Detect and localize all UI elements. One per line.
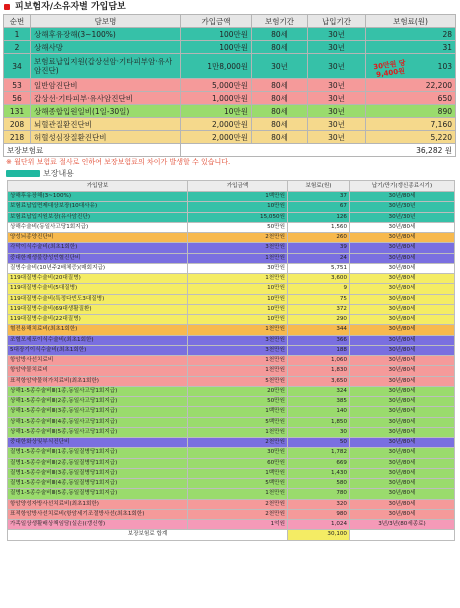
- coverage-cell-name: 가족일상생활배상책임담(실손)(갱신형): [8, 520, 188, 530]
- coverage-cell-amount: 5백만원: [188, 479, 288, 489]
- section-bullet-icon: [4, 4, 10, 10]
- summary-cell-amount: 2,000만원: [181, 131, 252, 144]
- summary-cell-period: 30년: [252, 54, 308, 79]
- coverage-cell-name: 혈전용해치료비(최초1회한): [8, 325, 188, 335]
- summary-cell-premium: 650: [366, 92, 456, 105]
- coverage-cell-premium: 1,430: [288, 468, 350, 478]
- coverage-cell-name: 질병1-5종수술비Ⅲ(1종,동일질병당1회지급): [8, 448, 188, 458]
- coverage-row: [8, 407, 455, 417]
- coverage-cell-term: 30년/30년: [350, 212, 455, 222]
- summary-cell-amount: 100만원: [181, 28, 252, 41]
- coverage-cell-amount: 1억원: [188, 520, 288, 530]
- coverage-cell-premium: 980: [288, 509, 350, 519]
- coverage-cell-name: 119대질병수술비(20대질병): [8, 274, 188, 284]
- coverage-cell-term: 30년/80세: [350, 386, 455, 396]
- col-coverage-amount: 가입금액: [188, 181, 288, 192]
- summary-cell-name: 뇌혈관질환진단비: [31, 118, 181, 131]
- summary-cell-period: 80세: [252, 92, 308, 105]
- coverage-cell-premium: 30: [288, 427, 350, 437]
- coverage-cell-amount: 10만원: [188, 315, 288, 325]
- coverage-cell-name: 양성뇌종양진단비: [8, 233, 188, 243]
- coverage-total-row: [8, 530, 455, 540]
- summary-row: [4, 79, 456, 92]
- coverage-row: [8, 294, 455, 304]
- coverage-cell-amount: 2천만원: [188, 509, 288, 519]
- coverage-cell-premium: 1,830: [288, 366, 350, 376]
- coverage-row: [8, 284, 455, 294]
- coverage-cell-name: 질병1-5종수술비Ⅲ(3종,동일질병당1회지급): [8, 468, 188, 478]
- coverage-cell-premium: 1,850: [288, 417, 350, 427]
- coverage-cell-term: 30년/80세: [350, 243, 455, 253]
- summary-total-row: [4, 144, 456, 157]
- handwritten-annotation: 30만원 당 9,400원: [372, 58, 407, 79]
- summary-cell-name: 보험료납입지원(갑상선암·기타피부암·유사암진단): [31, 54, 181, 79]
- coverage-cell-term: 30년/80세: [350, 397, 455, 407]
- coverage-cell-name: 119대질병수술비(5대질병): [8, 284, 188, 294]
- coverage-total-value: 30,100: [288, 530, 350, 540]
- summary-cell-no: 53: [4, 79, 31, 92]
- coverage-cell-amount: 1백만원: [188, 407, 288, 417]
- coverage-cell-name: 보험료납입면제대상보장(10대사유): [8, 202, 188, 212]
- coverage-cell-name: 중대한재생불량성빈혈진단비: [8, 253, 188, 263]
- coverage-cell-premium: 580: [288, 479, 350, 489]
- coverage-cell-premium: 3,650: [288, 376, 350, 386]
- coverage-cell-term: 30년/30년: [350, 202, 455, 212]
- coverage-cell-name: 중대한화상및부식진단비: [8, 438, 188, 448]
- coverage-cell-premium: 37: [288, 192, 350, 202]
- summary-cell-premium: 103: [366, 54, 456, 79]
- coverage-cell-amount: 50만원: [188, 397, 288, 407]
- summary-cell-name: 갑상선·기타피부·유사암진단비: [31, 92, 181, 105]
- coverage-row: [8, 397, 455, 407]
- coverage-cell-amount: 1천만원: [188, 274, 288, 284]
- coverage-cell-name: 상해1-5종수술비Ⅲ(3종,동일사고당1회지급): [8, 407, 188, 417]
- summary-cell-pay: 30년: [308, 41, 366, 54]
- coverage-cell-term: 30년/80세: [350, 315, 455, 325]
- highlight-mark: [6, 170, 40, 177]
- coverage-cell-premium: 5,751: [288, 263, 350, 273]
- coverage-cell-term: 30년/80세: [350, 345, 455, 355]
- summary-cell-amount: 1,000만원: [181, 92, 252, 105]
- summary-cell-no: 34: [4, 54, 31, 79]
- coverage-cell-name: 상해후유장해(3~100%): [8, 192, 188, 202]
- summary-cell-no: 218: [4, 131, 31, 144]
- coverage-row: [8, 427, 455, 437]
- col-pay: 납입기간: [308, 15, 366, 28]
- col-coverage-premium: 보험료(원): [288, 181, 350, 192]
- summary-cell-name: 일반암진단비: [31, 79, 181, 92]
- coverage-row: [8, 274, 455, 284]
- coverage-cell-amount: 1천만원: [188, 253, 288, 263]
- coverage-cell-amount: 2천만원: [188, 499, 288, 509]
- coverage-row: [8, 304, 455, 314]
- coverage-row: [8, 448, 455, 458]
- coverage-cell-premium: 50: [288, 438, 350, 448]
- summary-cell-no: 2: [4, 41, 31, 54]
- coverage-row: [8, 192, 455, 202]
- col-name: 담보명: [31, 15, 181, 28]
- coverage-cell-amount: 10만원: [188, 294, 288, 304]
- coverage-cell-amount: 30만원: [188, 263, 288, 273]
- summary-cell-name: 상해후유장해(3~100%): [31, 28, 181, 41]
- summary-cell-no: 131: [4, 105, 31, 118]
- summary-cell-pay: 30년: [308, 105, 366, 118]
- summary-row: [4, 105, 456, 118]
- summary-cell-period: 80세: [252, 79, 308, 92]
- coverage-total-blank: [350, 530, 455, 540]
- summary-cell-amount: 10만원: [181, 105, 252, 118]
- coverage-row: [8, 458, 455, 468]
- subscription-summary-table: [3, 14, 456, 157]
- coverage-cell-premium: 324: [288, 386, 350, 396]
- coverage-cell-premium: 372: [288, 304, 350, 314]
- coverage-cell-amount: 3천만원: [188, 345, 288, 355]
- coverage-cell-amount: 60만원: [188, 458, 288, 468]
- coverage-cell-amount: 20만원: [188, 386, 288, 396]
- coverage-cell-premium: 1,782: [288, 448, 350, 458]
- coverage-cell-amount: 5백만원: [188, 417, 288, 427]
- summary-cell-pay: 30년: [308, 118, 366, 131]
- coverage-cell-name: 각막이식수술비(최초1회한): [8, 243, 188, 253]
- coverage-cell-premium: 67: [288, 202, 350, 212]
- coverage-cell-term: 30년/80세: [350, 438, 455, 448]
- coverage-row: [8, 345, 455, 355]
- coverage-cell-term: 30년/80세: [350, 233, 455, 243]
- coverage-cell-name: 119대질병수술비(69대생활질환): [8, 304, 188, 314]
- coverage-cell-premium: 24: [288, 253, 350, 263]
- coverage-cell-amount: 50만원: [188, 222, 288, 232]
- coverage-cell-name: 표적항암약물허가치료비(최초1회한): [8, 376, 188, 386]
- coverage-cell-term: 30년/80세: [350, 448, 455, 458]
- coverage-cell-name: 조혈모세포이식수술비(최초1회한): [8, 335, 188, 345]
- coverage-cell-premium: 290: [288, 315, 350, 325]
- coverage-cell-name: 표적항암방사선치료비(항암세기조절방사선(최초1회한): [8, 509, 188, 519]
- summary-cell-name: 상해사망: [31, 41, 181, 54]
- summary-cell-period: 80세: [252, 131, 308, 144]
- coverage-row: [8, 489, 455, 499]
- coverage-cell-term: 30년/80세: [350, 325, 455, 335]
- col-coverage: 가입담보: [8, 181, 188, 192]
- coverage-cell-amount: 2천만원: [188, 233, 288, 243]
- coverage-row: [8, 233, 455, 243]
- coverage-cell-name: 항암방사선치료비: [8, 356, 188, 366]
- col-premium: 보험료(원): [366, 15, 456, 28]
- coverage-cell-name: 항암약물치료비: [8, 366, 188, 376]
- coverage-row: [8, 438, 455, 448]
- coverage-row: [8, 315, 455, 325]
- coverage-cell-term: 30년/80세: [350, 479, 455, 489]
- summary-row: [4, 41, 456, 54]
- coverage-cell-amount: 1천만원: [188, 356, 288, 366]
- summary-row: [4, 118, 456, 131]
- summary-row: [4, 28, 456, 41]
- coverage-row: [8, 253, 455, 263]
- coverage-cell-premium: 39: [288, 243, 350, 253]
- summary-cell-pay: 30년: [308, 131, 366, 144]
- summary-cell-period: 80세: [252, 28, 308, 41]
- summary-cell-no: 1: [4, 28, 31, 41]
- coverage-row: [8, 202, 455, 212]
- coverage-cell-term: 30년/80세: [350, 417, 455, 427]
- coverage-cell-name: 항암양성자방사선치료비(최초1회한): [8, 499, 188, 509]
- coverage-row: [8, 499, 455, 509]
- coverage-row: [8, 222, 455, 232]
- coverage-cell-amount: 1천만원: [188, 366, 288, 376]
- coverage-cell-term: 30년/80세: [350, 274, 455, 284]
- col-amount: 가입금액: [181, 15, 252, 28]
- coverage-cell-amount: 30만원: [188, 448, 288, 458]
- coverage-cell-name: 상해1-5종수술비Ⅲ(4종,동일사고당1회지급): [8, 417, 188, 427]
- summary-row: [4, 92, 456, 105]
- summary-cell-no: 56: [4, 92, 31, 105]
- summary-cell-amount: 5,000만원: [181, 79, 252, 92]
- coverage-cell-term: 30년/80세: [350, 222, 455, 232]
- summary-cell-premium: 28: [366, 28, 456, 41]
- coverage-cell-premium: 3,600: [288, 274, 350, 284]
- coverage-cell-term: 30년/80세: [350, 468, 455, 478]
- coverage-cell-name: 질병1-5종수술비Ⅲ(5종,동일질병당1회지급): [8, 489, 188, 499]
- coverage-title: 보장내용: [0, 168, 460, 180]
- summary-cell-period: 80세: [252, 118, 308, 131]
- coverage-cell-name: 질병1-5종수술비Ⅲ(2종,동일질병당1회지급): [8, 458, 188, 468]
- coverage-cell-term: 30년/80세: [350, 489, 455, 499]
- coverage-cell-name: 질병수술비(10년주2배체증)(매회지급): [8, 263, 188, 273]
- coverage-cell-amount: 1백만원: [188, 192, 288, 202]
- coverage-cell-premium: 780: [288, 489, 350, 499]
- premium-note: ※ 월단위 보험료 절사로 인하여 보장보험료의 차이가 발생할 수 있습니다.: [6, 158, 231, 166]
- coverage-row: [8, 386, 455, 396]
- coverage-cell-term: 30년/80세: [350, 509, 455, 519]
- summary-cell-period: 80세: [252, 105, 308, 118]
- coverage-row: [8, 509, 455, 519]
- summary-cell-no: 208: [4, 118, 31, 131]
- summary-cell-premium: 890: [366, 105, 456, 118]
- coverage-header-row: [8, 181, 455, 192]
- coverage-row: [8, 520, 455, 530]
- summary-cell-name: 허혈성심장질환진단비: [31, 131, 181, 144]
- summary-cell-premium: 22,200: [366, 79, 456, 92]
- summary-cell-pay: 30년: [308, 79, 366, 92]
- coverage-cell-term: 30년/80세: [350, 304, 455, 314]
- coverage-row: [8, 479, 455, 489]
- coverage-cell-term: 30년/80세: [350, 376, 455, 386]
- coverage-cell-premium: 344: [288, 325, 350, 335]
- coverage-total-label: 보장보험료 합계: [8, 530, 288, 540]
- summary-cell-premium: 7,160: [366, 118, 456, 131]
- summary-cell-name: 상해종합입원일비(1일-30일): [31, 105, 181, 118]
- coverage-cell-term: 30년/80세: [350, 263, 455, 273]
- coverage-cell-amount: 10만원: [188, 304, 288, 314]
- coverage-row: [8, 417, 455, 427]
- coverage-cell-amount: 2천만원: [188, 438, 288, 448]
- coverage-cell-name: 상해1-5종수술비Ⅲ(1종,동일사고당1회지급): [8, 386, 188, 396]
- total-value: 36,282 원: [181, 144, 456, 157]
- coverage-cell-amount: 5천만원: [188, 376, 288, 386]
- coverage-cell-term: 30년/80세: [350, 458, 455, 468]
- coverage-row: [8, 376, 455, 386]
- coverage-cell-name: 119대질병수술비(특정다빈도3대질병): [8, 294, 188, 304]
- coverage-cell-name: 보험료납입지원보장(유사암진단): [8, 212, 188, 222]
- total-label: 보장보험료: [4, 144, 181, 157]
- coverage-cell-premium: 188: [288, 345, 350, 355]
- summary-cell-pay: 30년: [308, 28, 366, 41]
- coverage-cell-premium: 140: [288, 407, 350, 417]
- coverage-cell-premium: 320: [288, 499, 350, 509]
- coverage-row: [8, 243, 455, 253]
- coverage-cell-term: 30년/80세: [350, 284, 455, 294]
- coverage-cell-premium: 126: [288, 212, 350, 222]
- coverage-cell-term: 30년/80세: [350, 407, 455, 417]
- col-period: 보험기간: [252, 15, 308, 28]
- coverage-cell-premium: 9: [288, 284, 350, 294]
- coverage-cell-term: 30년/80세: [350, 356, 455, 366]
- coverage-cell-amount: 1천만원: [188, 325, 288, 335]
- coverage-row: [8, 212, 455, 222]
- summary-cell-amount: 2,000만원: [181, 118, 252, 131]
- coverage-cell-term: 30년/80세: [350, 294, 455, 304]
- coverage-cell-name: 질병1-5종수술비Ⅲ(4종,동일질병당1회지급): [8, 479, 188, 489]
- coverage-cell-premium: 385: [288, 397, 350, 407]
- coverage-cell-name: 상해수술비(동일사고당1회지급): [8, 222, 188, 232]
- summary-cell-amount: 100만원: [181, 41, 252, 54]
- coverage-row: [8, 335, 455, 345]
- coverage-cell-amount: 3천만원: [188, 335, 288, 345]
- coverage-cell-amount: 1천만원: [188, 489, 288, 499]
- coverage-row: [8, 325, 455, 335]
- coverage-cell-amount: 10만원: [188, 284, 288, 294]
- coverage-row: [8, 263, 455, 273]
- coverage-cell-term: 30년/80세: [350, 253, 455, 263]
- coverage-cell-term: 30년/80세: [350, 192, 455, 202]
- coverage-cell-amount: 10만원: [188, 202, 288, 212]
- coverage-cell-premium: 669: [288, 458, 350, 468]
- summary-cell-amount: 1만8,000원: [181, 54, 252, 79]
- coverage-cell-premium: 1,024: [288, 520, 350, 530]
- col-no: 순번: [4, 15, 31, 28]
- coverage-cell-term: 30년/80세: [350, 366, 455, 376]
- summary-cell-pay: 30년: [308, 54, 366, 79]
- summary-header-row: [4, 15, 456, 28]
- summary-cell-period: 80세: [252, 41, 308, 54]
- coverage-row: [8, 366, 455, 376]
- coverage-cell-amount: 15,050원: [188, 212, 288, 222]
- coverage-cell-name: 상해1-5종수술비Ⅲ(2종,동일사고당1회지급): [8, 397, 188, 407]
- coverage-cell-premium: 366: [288, 335, 350, 345]
- summary-cell-pay: 30년: [308, 92, 366, 105]
- coverage-cell-amount: 1백만원: [188, 468, 288, 478]
- coverage-cell-term: 30년/80세: [350, 427, 455, 437]
- summary-row: [4, 131, 456, 144]
- coverage-detail-table: [7, 180, 455, 541]
- summary-cell-premium: 5,220: [366, 131, 456, 144]
- coverage-cell-name: 5대장기이식수술비(최초1회한): [8, 345, 188, 355]
- section-title: 피보험자/소유자별 가입담보: [0, 0, 460, 14]
- coverage-cell-term: 30년/80세: [350, 335, 455, 345]
- coverage-cell-premium: 75: [288, 294, 350, 304]
- coverage-cell-term: 30년/80세: [350, 499, 455, 509]
- coverage-cell-term: 3년/3년(80세종료): [350, 520, 455, 530]
- coverage-row: [8, 468, 455, 478]
- col-coverage-term: 납기/만기(갱신종료시기): [350, 181, 455, 192]
- coverage-cell-premium: 260: [288, 233, 350, 243]
- coverage-cell-amount: 1천만원: [188, 427, 288, 437]
- coverage-cell-name: 상해1-5종수술비Ⅲ(5종,동일사고당1회지급): [8, 427, 188, 437]
- summary-cell-premium: 31: [366, 41, 456, 54]
- coverage-cell-premium: 1,060: [288, 356, 350, 366]
- coverage-row: [8, 356, 455, 366]
- coverage-cell-premium: 1,560: [288, 222, 350, 232]
- coverage-cell-name: 119대질병수술비(22대질병): [8, 315, 188, 325]
- coverage-cell-amount: 3천만원: [188, 243, 288, 253]
